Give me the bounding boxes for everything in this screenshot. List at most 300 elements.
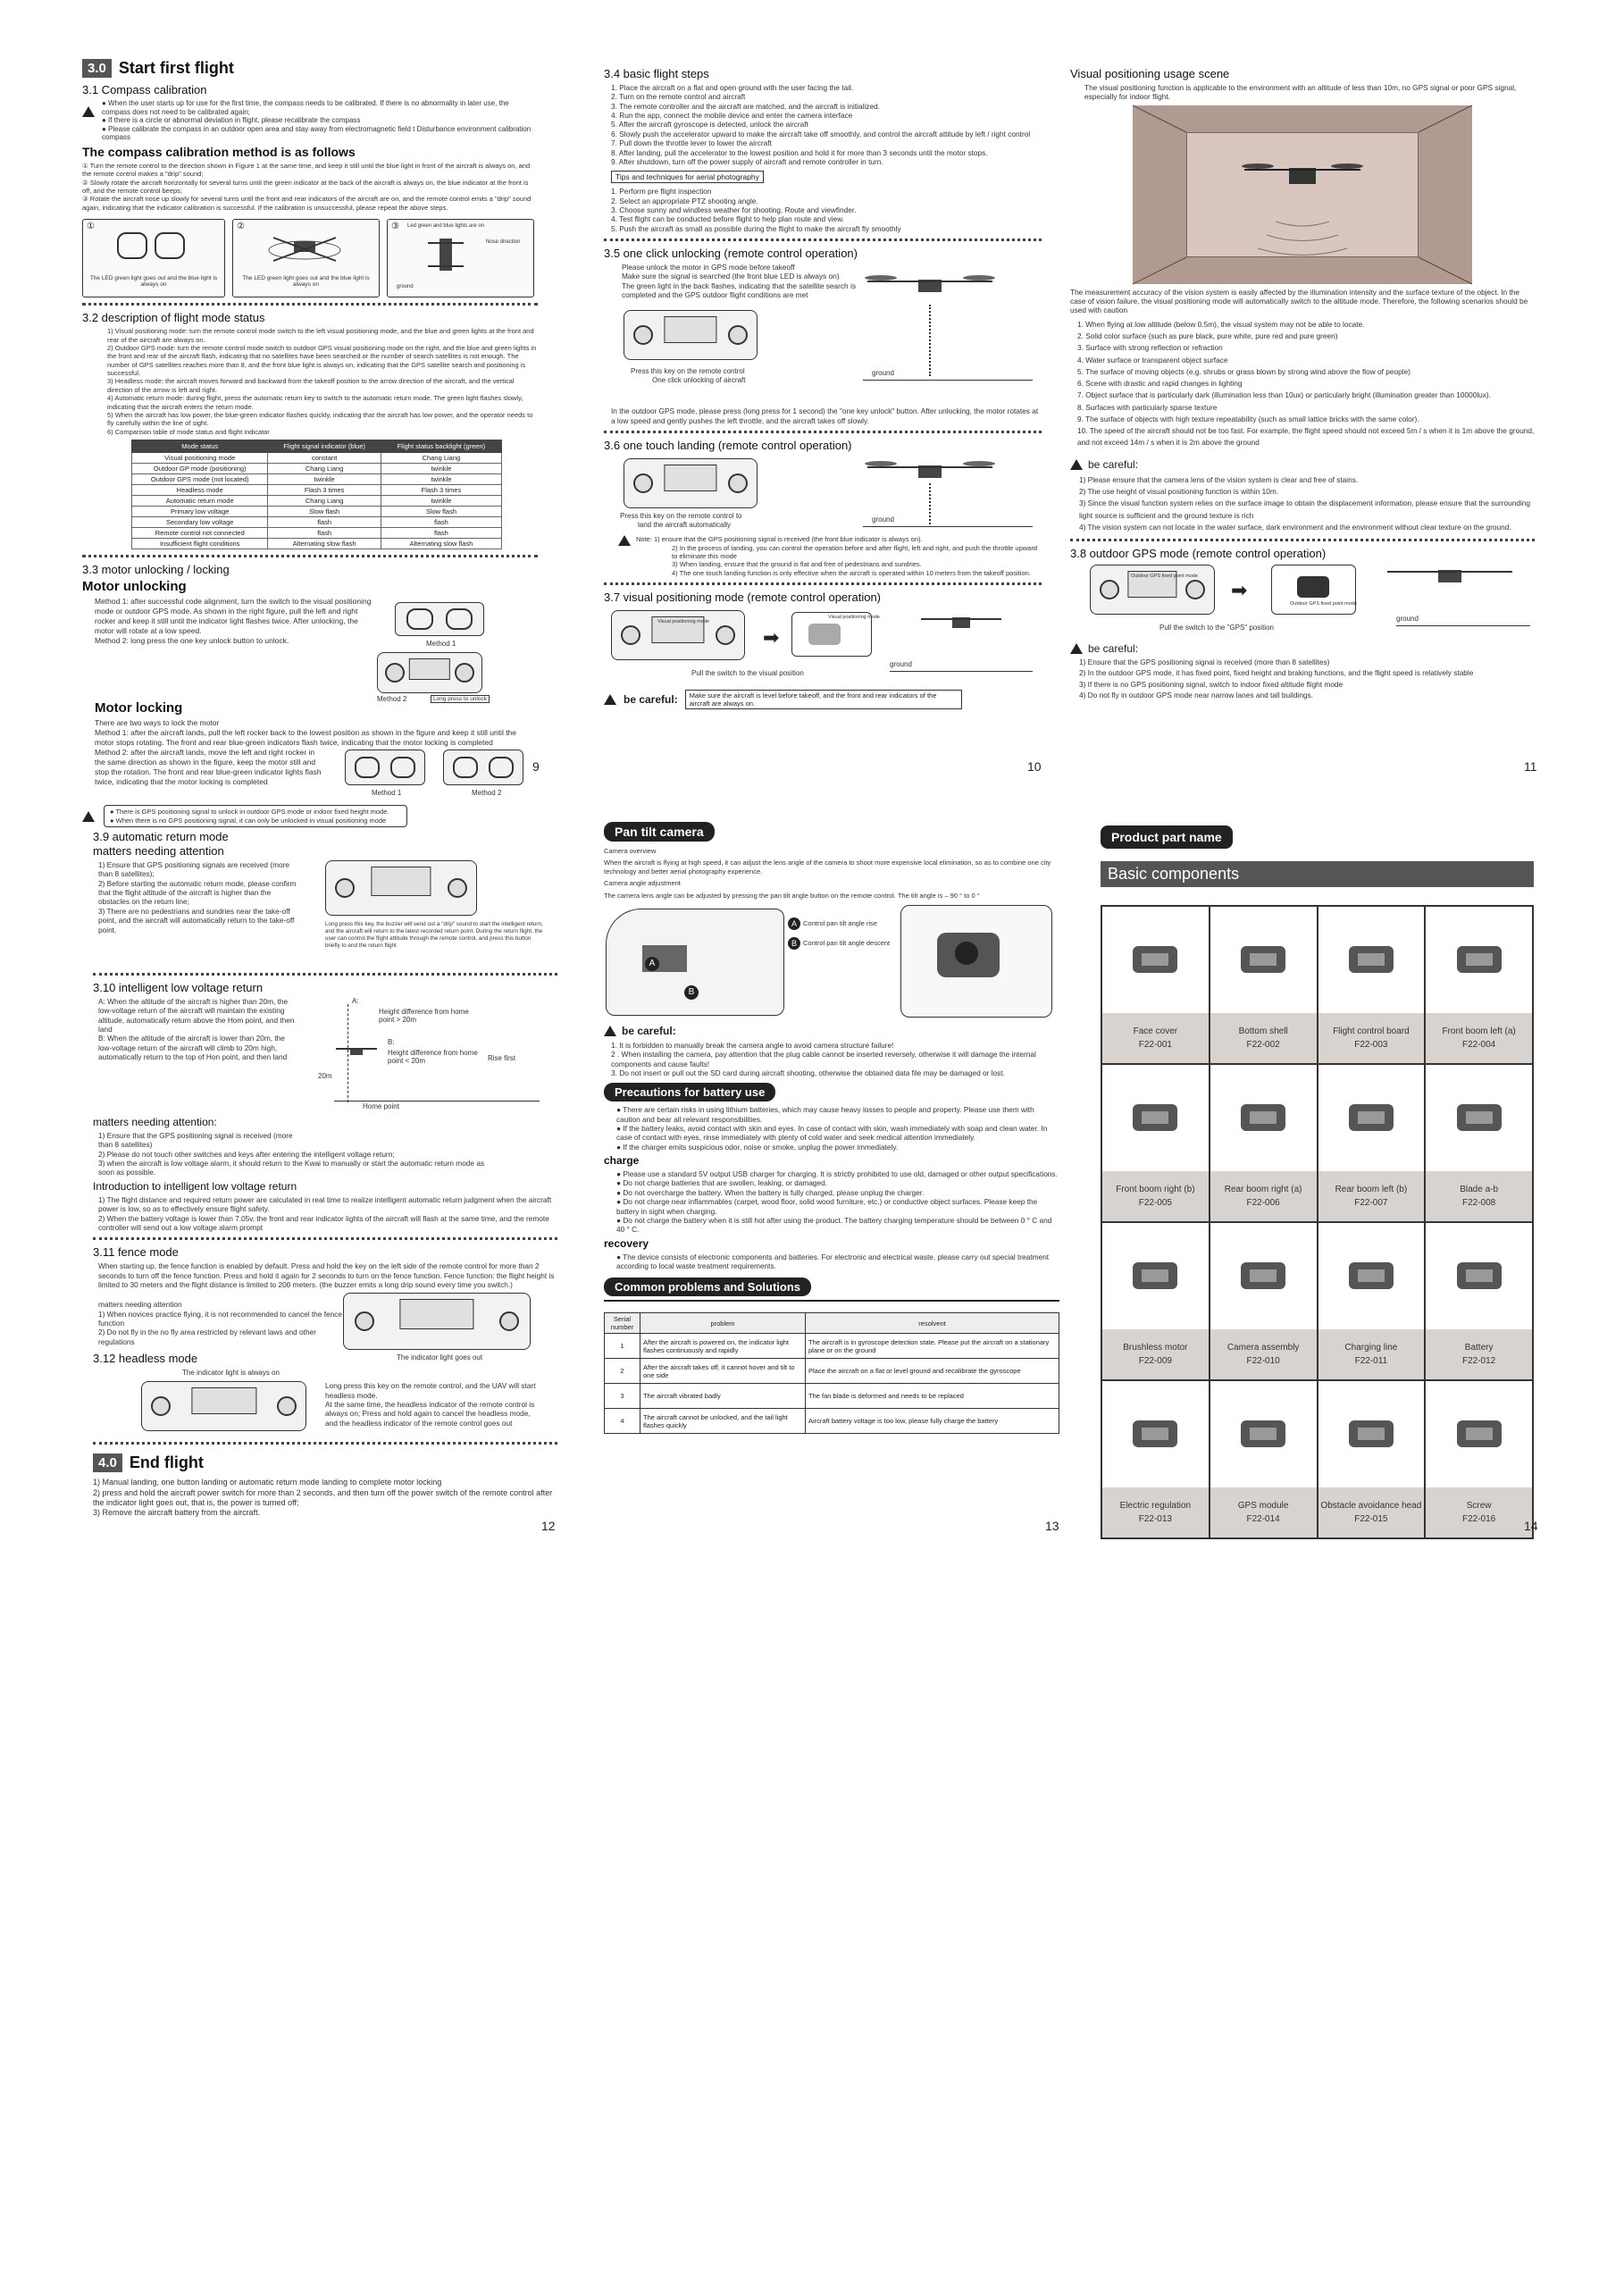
- figure-2: ② The LED green light goes out and the blue light is always on: [232, 219, 380, 297]
- part-label: [1102, 1171, 1209, 1221]
- paragraph: There are two ways to lock the motor: [95, 718, 220, 728]
- table-cell: After the aircraft takes off, it cannot hover and tilt to one side: [640, 1359, 806, 1384]
- list-item: 2) Please do not touch other switches and keys after entering the intelligent voltage return;: [98, 1149, 395, 1159]
- table-cell: Chang Liang: [268, 496, 381, 507]
- page-12: [93, 827, 557, 1524]
- warning-icon: [82, 811, 95, 822]
- diagram-label: Height difference from home point < 20m: [388, 1049, 478, 1065]
- part-name: Screw: [1466, 1500, 1492, 1511]
- step: 8. After landing, pull the accelerator to the lowest position and hold it for more than 3 seconds until the motor stops.: [611, 147, 988, 157]
- drone-icon: [863, 272, 997, 299]
- caption: Pull the switch to the "GPS" position: [1159, 624, 1274, 632]
- step: 1. Place the aircraft on a flat and open ground with the user facing the tail.: [611, 83, 854, 92]
- method-step: ② Slowly rotate the aircraft horizontally for several turns until the green indicator at the back of the aircraft is always on, the blue indicator at the front is off, and the remote control beeps;: [82, 178, 529, 196]
- careful-list: [1070, 474, 1535, 533]
- figure-caption: The LED green light goes out and the blue light is always on: [242, 275, 370, 289]
- part-cell: [1318, 1380, 1426, 1538]
- list-item: 1. It is forbidden to manually break the camera angle to avoid camera structure failure!: [611, 1040, 894, 1050]
- tips-steps: [604, 187, 1042, 233]
- paragraph: In the outdoor GPS mode, please press (long press for 1 second) the "one key unlock" button. After unlocking, the motor rotates at a low speed and gently pushes the left throttle, and the aircraft takes off slowly.: [611, 406, 1039, 425]
- lock-figures: [327, 748, 532, 801]
- caption: Press this key on the remote control to: [620, 512, 742, 521]
- part-name: Front boom left (a): [1442, 1026, 1516, 1036]
- list-item: ● Please use a standard 5V output USB charger for charging. It is strictly prohibited to use old, damaged or other output specifications.: [616, 1169, 1058, 1179]
- table-cell: Slow flash: [268, 507, 381, 517]
- list-item: 2. Solid color surface (such as pure black, pure white, pure red and pure green): [1077, 331, 1338, 341]
- part-label: [1210, 1487, 1317, 1537]
- camera-closeup: [900, 905, 1052, 1018]
- part-name: Battery: [1464, 1342, 1494, 1353]
- heading-visual-scene: Visual positioning usage scene: [1070, 67, 1230, 80]
- table-cell: twinkle: [381, 496, 501, 507]
- divider: [1070, 539, 1535, 541]
- page-11: [1070, 64, 1535, 770]
- figure-caption: Nose direction: [486, 239, 521, 246]
- part-image: [1318, 1065, 1425, 1171]
- table-cell: After the aircraft is powered on, the indicator light flashes continuously and rapidly: [640, 1334, 806, 1359]
- page-number: 11: [1524, 759, 1537, 774]
- table-cell: Headless mode: [132, 485, 268, 496]
- table-row: [132, 474, 502, 485]
- table-cell: The fan blade is deformed and needs to be replaced: [806, 1384, 1059, 1409]
- heading-one-click-unlock: 3.5 one click unlocking (remote control operation): [604, 247, 858, 261]
- ground-line: [863, 526, 1033, 527]
- paragraph: Method 1: after the aircraft lands, pull the left rocker back to the lowest position as shown in the figure and keep it still until the motor stops rotating. The front and rear blue-green indicators flash twice, indicating that the motor locking is completed: [95, 728, 517, 748]
- table-cell: Automatic return mode: [132, 496, 268, 507]
- list-item: 1. When flying at low altitude (below 0.5m), the visual system may not be able to locate.: [1077, 319, 1365, 329]
- careful-list: [1070, 657, 1535, 701]
- part-name: Brushless motor: [1123, 1342, 1188, 1353]
- mode-status-table: [131, 440, 502, 549]
- heading-motor-locking: Motor locking: [95, 700, 183, 716]
- list-item: 10. The speed of the aircraft should not be too fast. For example, the flight speed should not exceed 5m / s when it is 1m above the ground, and not exceed 14m / s when it is 2m above the ground: [1077, 426, 1535, 448]
- paragraph: 5) When the aircraft has low power, the blue-green indicator flashes quickly, indicating that the aircraft has low power, and the operator needs to fly carefully within the line of sight.: [107, 410, 533, 428]
- list-item: ● Do not charge near inflammables (carpet, wood floor, solid wood furniture, etc.) or conductive object surfaces. Please keep the battery in sight when charging.: [616, 1197, 1038, 1216]
- list-item: 4) The vision system can not locate in the water surface, dark environment and the environment without clear texture on the ground.: [1079, 522, 1511, 532]
- part-label: [1426, 1329, 1532, 1379]
- heading-recovery: recovery: [604, 1236, 649, 1250]
- table-cell: Outdoor GP mode (positioning): [132, 464, 268, 474]
- part-name: Front boom right (b): [1116, 1184, 1195, 1194]
- part-label: [1210, 1329, 1317, 1379]
- part-cell: [1318, 1222, 1426, 1380]
- method-label: Method 1: [372, 789, 402, 798]
- badge-a: A: [788, 917, 800, 930]
- page-number: 13: [1045, 1519, 1059, 1533]
- fence-figure: [343, 1293, 548, 1364]
- stick-left-icon: [117, 232, 147, 259]
- method-label: Method 2: [377, 695, 407, 704]
- table-cell: The aircraft is in gyroscope detection state. Please put the aircraft on a stationary plane or on the ground: [806, 1334, 1059, 1359]
- table-cell: Alternating slow flash: [268, 539, 381, 549]
- list-item: 3. Do not insert or pull out the SD card during aircraft shooting, otherwise the obtained data file may be damaged or lost.: [611, 1068, 1005, 1077]
- warning-icon: [618, 535, 631, 546]
- heading-basic-steps: 3.4 basic flight steps: [604, 67, 709, 80]
- mode-table-wrap: [82, 440, 502, 549]
- section-title: End flight: [129, 1453, 204, 1472]
- indoor-room-figure: [1133, 105, 1472, 284]
- paragraph: The green light in the back flashes, indicating that the satellite search is completed and the GPS outdoor flight conditions are met: [622, 281, 856, 300]
- warning-icon: [82, 106, 95, 117]
- ground-label: ground: [872, 515, 894, 524]
- list-item: 1) Please ensure that the camera lens of the vision system is clear and free of stains.: [1079, 474, 1359, 484]
- diagram-label: B:: [388, 1038, 395, 1046]
- figure-caption: Led green and blue lights are on: [407, 223, 485, 230]
- remote-control-icon: [624, 310, 758, 360]
- part-code: F22-001: [1138, 1039, 1172, 1050]
- part-label: [1318, 1329, 1425, 1379]
- badge-a: A: [645, 957, 659, 971]
- caption: land the aircraft automatically: [638, 521, 732, 530]
- heading-headless-mode: 3.12 headless mode: [93, 1352, 198, 1366]
- table-header: Flight status backlight (green): [381, 440, 501, 453]
- list-item: 2) Do not fly in the no fly area restricted by relevant laws and other regulations: [98, 1328, 316, 1346]
- divider: [604, 239, 1042, 241]
- warning-icon: [604, 694, 616, 705]
- heading-fence-mode: 3.11 fence mode: [93, 1245, 179, 1260]
- table-row: [605, 1384, 1059, 1409]
- method-label: Method 1: [426, 640, 456, 649]
- part-image: [1426, 907, 1532, 1013]
- step: 6. Slowly push the accelerator upward to make the aircraft take off smoothly, and control the aircraft attitude by left / right control: [611, 129, 1031, 138]
- heading-flight-mode: 3.2 description of flight mode status: [82, 311, 265, 325]
- tips-box: Tips and techniques for aerial photography: [611, 171, 764, 183]
- table-cell: Flash 3 times: [381, 485, 501, 496]
- list-item: 2 . When installing the camera, pay attention that the plug cable cannot be inserted reversely, otherwise it will damage the internal components and cause faults!: [611, 1050, 1036, 1068]
- paragraph: B: When the altitude of the aircraft is lower than 20m, the low-voltage return of the aircraft will climb to 20m high, automatically return to the top of Hon point, and then land: [98, 1034, 288, 1062]
- list-item: 1) When novices practice flying, it is not recommended to cancel the fence function: [98, 1309, 343, 1328]
- mode-label: Outdoor GPS fixed point mode: [1290, 601, 1357, 607]
- part-name: Camera assembly: [1226, 1342, 1300, 1353]
- table-cell: Chang Liang: [381, 453, 501, 464]
- note-line: 3) When landing, ensure that the ground is flat and free of pedestrians and sundries.: [672, 560, 922, 569]
- table-row: [132, 485, 502, 496]
- parts-grid: [1101, 905, 1534, 1539]
- method1-figure: [395, 602, 484, 636]
- paragraph: Make sure the signal is searched (the front blue LED is always on): [622, 272, 840, 281]
- part-image: [1102, 1381, 1209, 1487]
- mode-label: Visual positioning mode: [657, 619, 709, 625]
- unlock-figures: [377, 597, 529, 704]
- table-cell: twinkle: [268, 474, 381, 485]
- list-item: 3) There are no pedestrians and sundries near the take-off point, and the aircraft will automatically return to the take-off point.: [98, 906, 295, 934]
- altitude-arrow: [929, 305, 931, 376]
- headless-figure: [93, 1369, 325, 1431]
- divider: [93, 973, 557, 976]
- list-item: 4) Do not fly in outdoor GPS mode near narrow lanes and tall buildings.: [1079, 691, 1313, 700]
- table-cell: flash: [381, 517, 501, 528]
- list-item: ● The device consists of electronic components and batteries. For electronic and electrical waste, please carry out special treatment according to local waste treatment requirements.: [616, 1252, 1050, 1270]
- heading-motor: 3.3 motor unlocking / locking: [82, 563, 230, 577]
- paragraph: Method 2: after the aircraft lands, move the left and right rocker in the same direction as shown in the figure, keep the motor still and stop the rotation. The front and rear blue-green indicator lights flash twice, indicating that the motor locking is completed: [95, 748, 322, 787]
- divider: [82, 303, 538, 306]
- stick-right-icon: [155, 232, 185, 259]
- page-14: [1101, 825, 1534, 1524]
- part-cell: [1101, 1380, 1210, 1538]
- home-point-label: Home point: [363, 1102, 399, 1110]
- label: Control pan tilt angle descent: [803, 939, 891, 948]
- section-number: 4.0: [93, 1453, 122, 1472]
- switch-figure: [1271, 565, 1356, 615]
- part-image: [1102, 1223, 1209, 1329]
- careful-label: be careful:: [1088, 457, 1139, 471]
- paragraph: At the same time, the headless indicator of the remote control is always on; Press and hold again to cancel the headless mode, and the headless indicator of the remote control goes out: [325, 1400, 535, 1428]
- list-item: 1) Ensure that GPS positioning signals are received (more than 8 satellites);: [98, 860, 289, 879]
- heading-charge: charge: [604, 1154, 640, 1168]
- part-cell: [1318, 906, 1426, 1064]
- list-item: 2) Before starting the automatic return mode, please confirm that the flight altitude of the aircraft is higher than the obstacles on the return line;: [98, 878, 297, 907]
- heading-visual-positioning: 3.7 visual positioning mode (remote control operation): [604, 591, 882, 605]
- list-item: ● Do not charge batteries that are swollen, leaking, or damaged.: [616, 1178, 828, 1188]
- list-item: ● Do not charge the battery when it is still hot after using the product. The battery charging temperature should be between 0 ° C and 40 ° C.: [616, 1215, 1052, 1235]
- paragraph: The measurement accuracy of the vision system is easily affected by the illumination intensity and the surface texture of the object. In the case of vision failure, the visual positioning mode will automatically switch to the altitude mode. Therefore, the following scenarios should be used with caution: [1070, 287, 1528, 315]
- part-label: [1426, 1171, 1532, 1221]
- heading-attention: matters needing attention: [93, 844, 224, 858]
- list-item: 9. The surface of objects with high texture repeatability (such as small lattice bricks with the same color).: [1077, 414, 1419, 423]
- divider: [82, 555, 538, 557]
- part-image: [1210, 1381, 1317, 1487]
- list-item: 3) when the aircraft is low voltage alarm, it should return to the Kwai to manually or start the automatic return mode as soon as possible.: [98, 1159, 485, 1177]
- part-code: F22-013: [1138, 1513, 1172, 1524]
- part-code: F22-008: [1462, 1197, 1496, 1208]
- remote-control-icon: [377, 652, 482, 693]
- part-name: Face cover: [1133, 1026, 1178, 1036]
- arrow-right-icon: ➡: [763, 626, 780, 649]
- remote-control-icon: [343, 1293, 531, 1350]
- drone-nose-up-icon: [423, 234, 468, 279]
- part-code: F22-011: [1354, 1355, 1388, 1366]
- note-line: ● When there is no GPS positioning signal, it can only be unlocked in visual positioning mode: [110, 816, 387, 825]
- paragraph: 2) Outdoor GPS mode: turn the remote control mode switch to outdoor GPS visual positioning mode on the right, and the blue and green lights in the front and rear of the aircraft flash, indicating that no satellites have been searched or the number of search satellites is not enough. The number of GPS satellites reaches more than 8, and the front blue light is always on, indicating that the GPS satellite search and positioning is successful.: [107, 343, 537, 378]
- caption: One click unlocking of aircraft: [652, 376, 746, 385]
- careful-label: be careful:: [622, 1024, 676, 1037]
- part-code: F22-005: [1138, 1197, 1172, 1208]
- table-cell: The aircraft vibrated badly: [640, 1384, 806, 1409]
- step: 3. Choose sunny and windless weather for shooting. Route and viewfinder.: [611, 205, 857, 214]
- part-label: [1318, 1013, 1425, 1063]
- paragraph: When the aircraft is flying at high speed, it can adjust the lens angle of the camera to shoot more expensive local elimination, so as to combine one city technology and better aerial photography experience.: [604, 859, 1051, 875]
- part-name: Rear boom left (b): [1335, 1184, 1408, 1194]
- table-cell: Aircraft battery voltage is too low, please fully charge the battery: [806, 1409, 1059, 1434]
- table-cell: constant: [268, 453, 381, 464]
- table-cell: twinkle: [381, 464, 501, 474]
- list-item: 2) When the battery voltage is lower than 7.05v, the front and rear indicator lights of the aircraft will flash at the same time, and the remote controller will send out a low voltage alarm prompt: [98, 1213, 549, 1232]
- caption: Press this key on the remote control: [631, 367, 745, 376]
- paragraph: 1) Visual positioning mode: turn the remote control mode switch to the left visual positioning mode, and the blue and green lights at the front and rear of the aircraft are always on.: [107, 327, 534, 344]
- room-perspective: [1133, 105, 1472, 284]
- part-image: [1102, 907, 1209, 1013]
- table-cell: flash: [268, 517, 381, 528]
- part-name: Electric regulation: [1119, 1500, 1192, 1511]
- step: 2. Turn on the remote control and aircraft: [611, 92, 746, 102]
- part-code: F22-015: [1354, 1513, 1388, 1524]
- figure-caption: The LED green light goes out and the blue light is always on: [89, 275, 218, 289]
- compass-bullet: ● If there is a circle or abnormal deviation in flight, please recalibrate the compass: [102, 116, 361, 125]
- part-label: [1318, 1487, 1425, 1537]
- calibration-figures: [82, 219, 538, 297]
- table-cell: Secondary low voltage: [132, 517, 268, 528]
- table-header: Mode status: [132, 440, 268, 453]
- list-item: 5. The surface of moving objects (e.g. shrubs or grass blown by strong wind above the flow of people): [1077, 366, 1411, 376]
- return-diagram: [298, 997, 548, 1113]
- careful-label: be careful:: [624, 693, 678, 707]
- warning-icon: [1070, 643, 1083, 654]
- careful-box: Make sure the aircraft is level before takeoff, and the front and rear indicators of the aircraft are always on.: [685, 690, 962, 709]
- paragraph: Method 2: long press the one key unlock button to unlock.: [95, 636, 289, 646]
- table-cell: Insufficient flight conditions: [132, 539, 268, 549]
- ground-label: ground: [872, 369, 894, 378]
- paragraph: A: When the altitude of the aircraft is higher than 20m, the low-voltage return of the aircraft will maintain the existing altitude, automatically return above the Hom point, and then land: [98, 997, 295, 1035]
- part-cell: [1425, 1064, 1533, 1222]
- label: Control pan tilt angle rise: [803, 919, 877, 928]
- caption: The indicator light is always on: [182, 1369, 280, 1378]
- table-row: [132, 496, 502, 507]
- table-row: [605, 1409, 1059, 1434]
- heading-low-voltage-return: 3.10 intelligent low voltage return: [93, 981, 264, 994]
- warning-icon: [604, 1026, 616, 1036]
- table-cell: flash: [381, 528, 501, 539]
- part-image: [1318, 907, 1425, 1013]
- section-title: Start first flight: [118, 59, 234, 77]
- list-item: 4. Water surface or transparent object surface: [1077, 355, 1228, 364]
- table-header: problem: [640, 1313, 806, 1334]
- table-header: Serial number: [605, 1313, 640, 1334]
- battery-badge: Precautions for battery use: [604, 1083, 775, 1102]
- diagram-label: 20m: [318, 1072, 332, 1080]
- part-cell: [1210, 1064, 1318, 1222]
- step: 4. Test flight can be conducted before flight to help plan route and view.: [611, 214, 844, 224]
- list-item: 3) If there is no GPS positioning signal, switch to indoor fixed altitude flight mode: [1079, 679, 1344, 689]
- part-cell: [1425, 1222, 1533, 1380]
- part-cell: [1425, 906, 1533, 1064]
- part-code: F22-009: [1138, 1355, 1172, 1366]
- heading-compass: 3.1 Compass calibration: [82, 83, 207, 96]
- remote-closeup: [606, 909, 784, 1016]
- part-name: Flight control board: [1333, 1026, 1410, 1036]
- part-image: [1210, 1223, 1317, 1329]
- table-cell: twinkle: [381, 474, 501, 485]
- part-code: F22-007: [1354, 1197, 1388, 1208]
- part-code: F22-003: [1354, 1039, 1388, 1050]
- careful-label: be careful:: [1088, 642, 1139, 656]
- table-row: [132, 453, 502, 464]
- table-cell: Visual positioning mode: [132, 453, 268, 464]
- problems-table: [604, 1312, 1059, 1434]
- part-label: [1102, 1487, 1209, 1537]
- list-item: 3) Remove the aircraft battery from the aircraft.: [93, 1508, 261, 1518]
- part-code: F22-002: [1246, 1039, 1280, 1050]
- part-image: [1102, 1065, 1209, 1171]
- landing-note: [604, 535, 1042, 577]
- part-image: [1426, 1381, 1532, 1487]
- list-item: 3. Surface with strong reflection or refraction: [1077, 343, 1223, 353]
- list-item: 1) The flight distance and required return power are calculated in real time to realize intelligent automatic return judgment when the aircraft power is low, so as to effectively ensure flight safety.: [98, 1194, 552, 1214]
- table-cell: 1: [605, 1334, 640, 1359]
- page-9: [82, 59, 538, 825]
- caption: Long press this key, the buzzer will send out a "drip" sound to start the intelligent return, and the aircraft will return to the latest recorded return point. During the return flight, the user can control the flight attitude through the remote control, and press this button briefly to end the return flight: [325, 921, 543, 949]
- ground-label: ground: [1396, 615, 1419, 624]
- unlock-figure: [604, 299, 1042, 406]
- table-cell: Place the aircraft on a flat or level ground and recalibrate the gyroscope: [806, 1359, 1059, 1384]
- part-cell: [1210, 1380, 1318, 1538]
- divider: [93, 1237, 557, 1240]
- page-10: [604, 64, 1042, 770]
- divider: [93, 1442, 557, 1445]
- list-item: 1) Ensure that the GPS positioning signal is received (more than 8 satellites): [98, 1131, 293, 1150]
- part-cell: [1101, 1064, 1210, 1222]
- part-cell: [1318, 1064, 1426, 1222]
- paragraph: When starting up, the fence function is enabled by default. Press and hold the key on the left side of the remote control for more than 2 seconds to turn off the fence function. Press and hold it again for 2 seconds to turn on the fence function. Fence function: the flight height is limited to 30 meters and the flight distance is limited to 200 meters. (the buzzer emits a long drip sound every time you switch.): [98, 1261, 555, 1289]
- visual-mode-figure: [604, 607, 1042, 678]
- drone-icon: [1240, 159, 1365, 195]
- page-number: 12: [541, 1519, 556, 1533]
- part-cell: [1210, 906, 1318, 1064]
- ground-line: [334, 1101, 540, 1102]
- heading-one-touch-landing: 3.6 one touch landing (remote control operation): [604, 439, 852, 453]
- list-item: 7. Object surface that is particularly dark (illumination less than 10ux) or particularly bright (illumination greater than 10000lux).: [1077, 390, 1492, 400]
- table-row: [132, 528, 502, 539]
- table-cell: Chang Liang: [268, 464, 381, 474]
- part-image: [1210, 1065, 1317, 1171]
- badge-b: B: [788, 937, 800, 950]
- ground-label: ground: [890, 660, 912, 669]
- remote-control-icon: [624, 458, 758, 508]
- heading-auto-return: 3.9 automatic return mode: [93, 830, 229, 843]
- part-name: GPS module: [1237, 1500, 1289, 1511]
- arrow-right-icon: ➡: [1231, 579, 1248, 602]
- part-label: [1102, 1329, 1209, 1379]
- list-item: ● If the charger emits suspicious odor, noise or smoke, unplug the power immediately.: [616, 1142, 899, 1152]
- subheading: Camera overview: [604, 847, 657, 855]
- part-label: [1426, 1487, 1532, 1537]
- part-cell: [1210, 1222, 1318, 1380]
- list-item: ● If the battery leaks, avoid contact with skin and eyes. In case of contact with skin, wash immediately with soap and clean water. In case of contact with eyes, rinse immediately with plenty of cold water and seek medical attention immediately.: [616, 1124, 1048, 1143]
- step: 3. The remote controller and the aircraft are matched, and the aircraft is initialized.: [611, 101, 880, 111]
- auto-return-figure: [298, 860, 548, 968]
- figure-3: ③ Led green and blue lights are on Nose direction ground: [387, 219, 534, 297]
- page-number: 9: [532, 759, 540, 774]
- basic-steps: [604, 83, 1042, 166]
- heading-outdoor-gps: 3.8 outdoor GPS mode (remote control operation): [1070, 547, 1327, 561]
- descent-arrow: [929, 483, 931, 524]
- caption: Pull the switch to the visual position: [691, 669, 804, 678]
- list-item: 3) Since the visual function system relies on the surface image to obtain the displacement information, please ensure that the surrounding light source is sufficient and the ground texture is rich: [1079, 498, 1531, 520]
- page-number: 10: [1027, 759, 1042, 774]
- paragraph: 4) Automatic return mode: during flight, press the automatic return key to switch to the automatic return mode. The green light flashes slowly, indicating that the aircraft enters the return mode.: [107, 394, 523, 411]
- part-label: [1210, 1013, 1317, 1063]
- part-name: Charging line: [1344, 1342, 1398, 1353]
- attention-label: matters needing attention: [98, 1300, 182, 1310]
- heading-low-voltage-intro: Introduction to intelligent low voltage return: [93, 1179, 297, 1193]
- warning-icon: [1070, 459, 1083, 470]
- step: 9. After shutdown, turn off the power supply of aircraft and remote controller in turn.: [611, 156, 883, 166]
- table-row: [132, 539, 502, 549]
- table-row: [132, 517, 502, 528]
- part-code: F22-004: [1462, 1039, 1496, 1050]
- part-image: [1426, 1223, 1532, 1329]
- compass-bullet: ● When the user starts up for use for the first time, the compass needs to be calibrated. If there is no abnormality in later use, the compass does not need to be calibrated again;: [102, 99, 509, 116]
- mode-label: Outdoor GPS fixed point mode: [1131, 574, 1198, 580]
- drone-icon: [863, 458, 997, 485]
- part-code: F22-010: [1246, 1355, 1280, 1366]
- part-label: [1210, 1171, 1317, 1221]
- part-name: Blade a-b: [1460, 1184, 1499, 1194]
- list-item: 1) Ensure that the GPS positioning signal is received (more than 8 satellites): [1079, 658, 1330, 667]
- table-cell: Flash 3 times: [268, 485, 381, 496]
- table-row: [605, 1334, 1059, 1359]
- table-cell: 2: [605, 1359, 640, 1384]
- caption: The indicator light goes out: [397, 1353, 483, 1362]
